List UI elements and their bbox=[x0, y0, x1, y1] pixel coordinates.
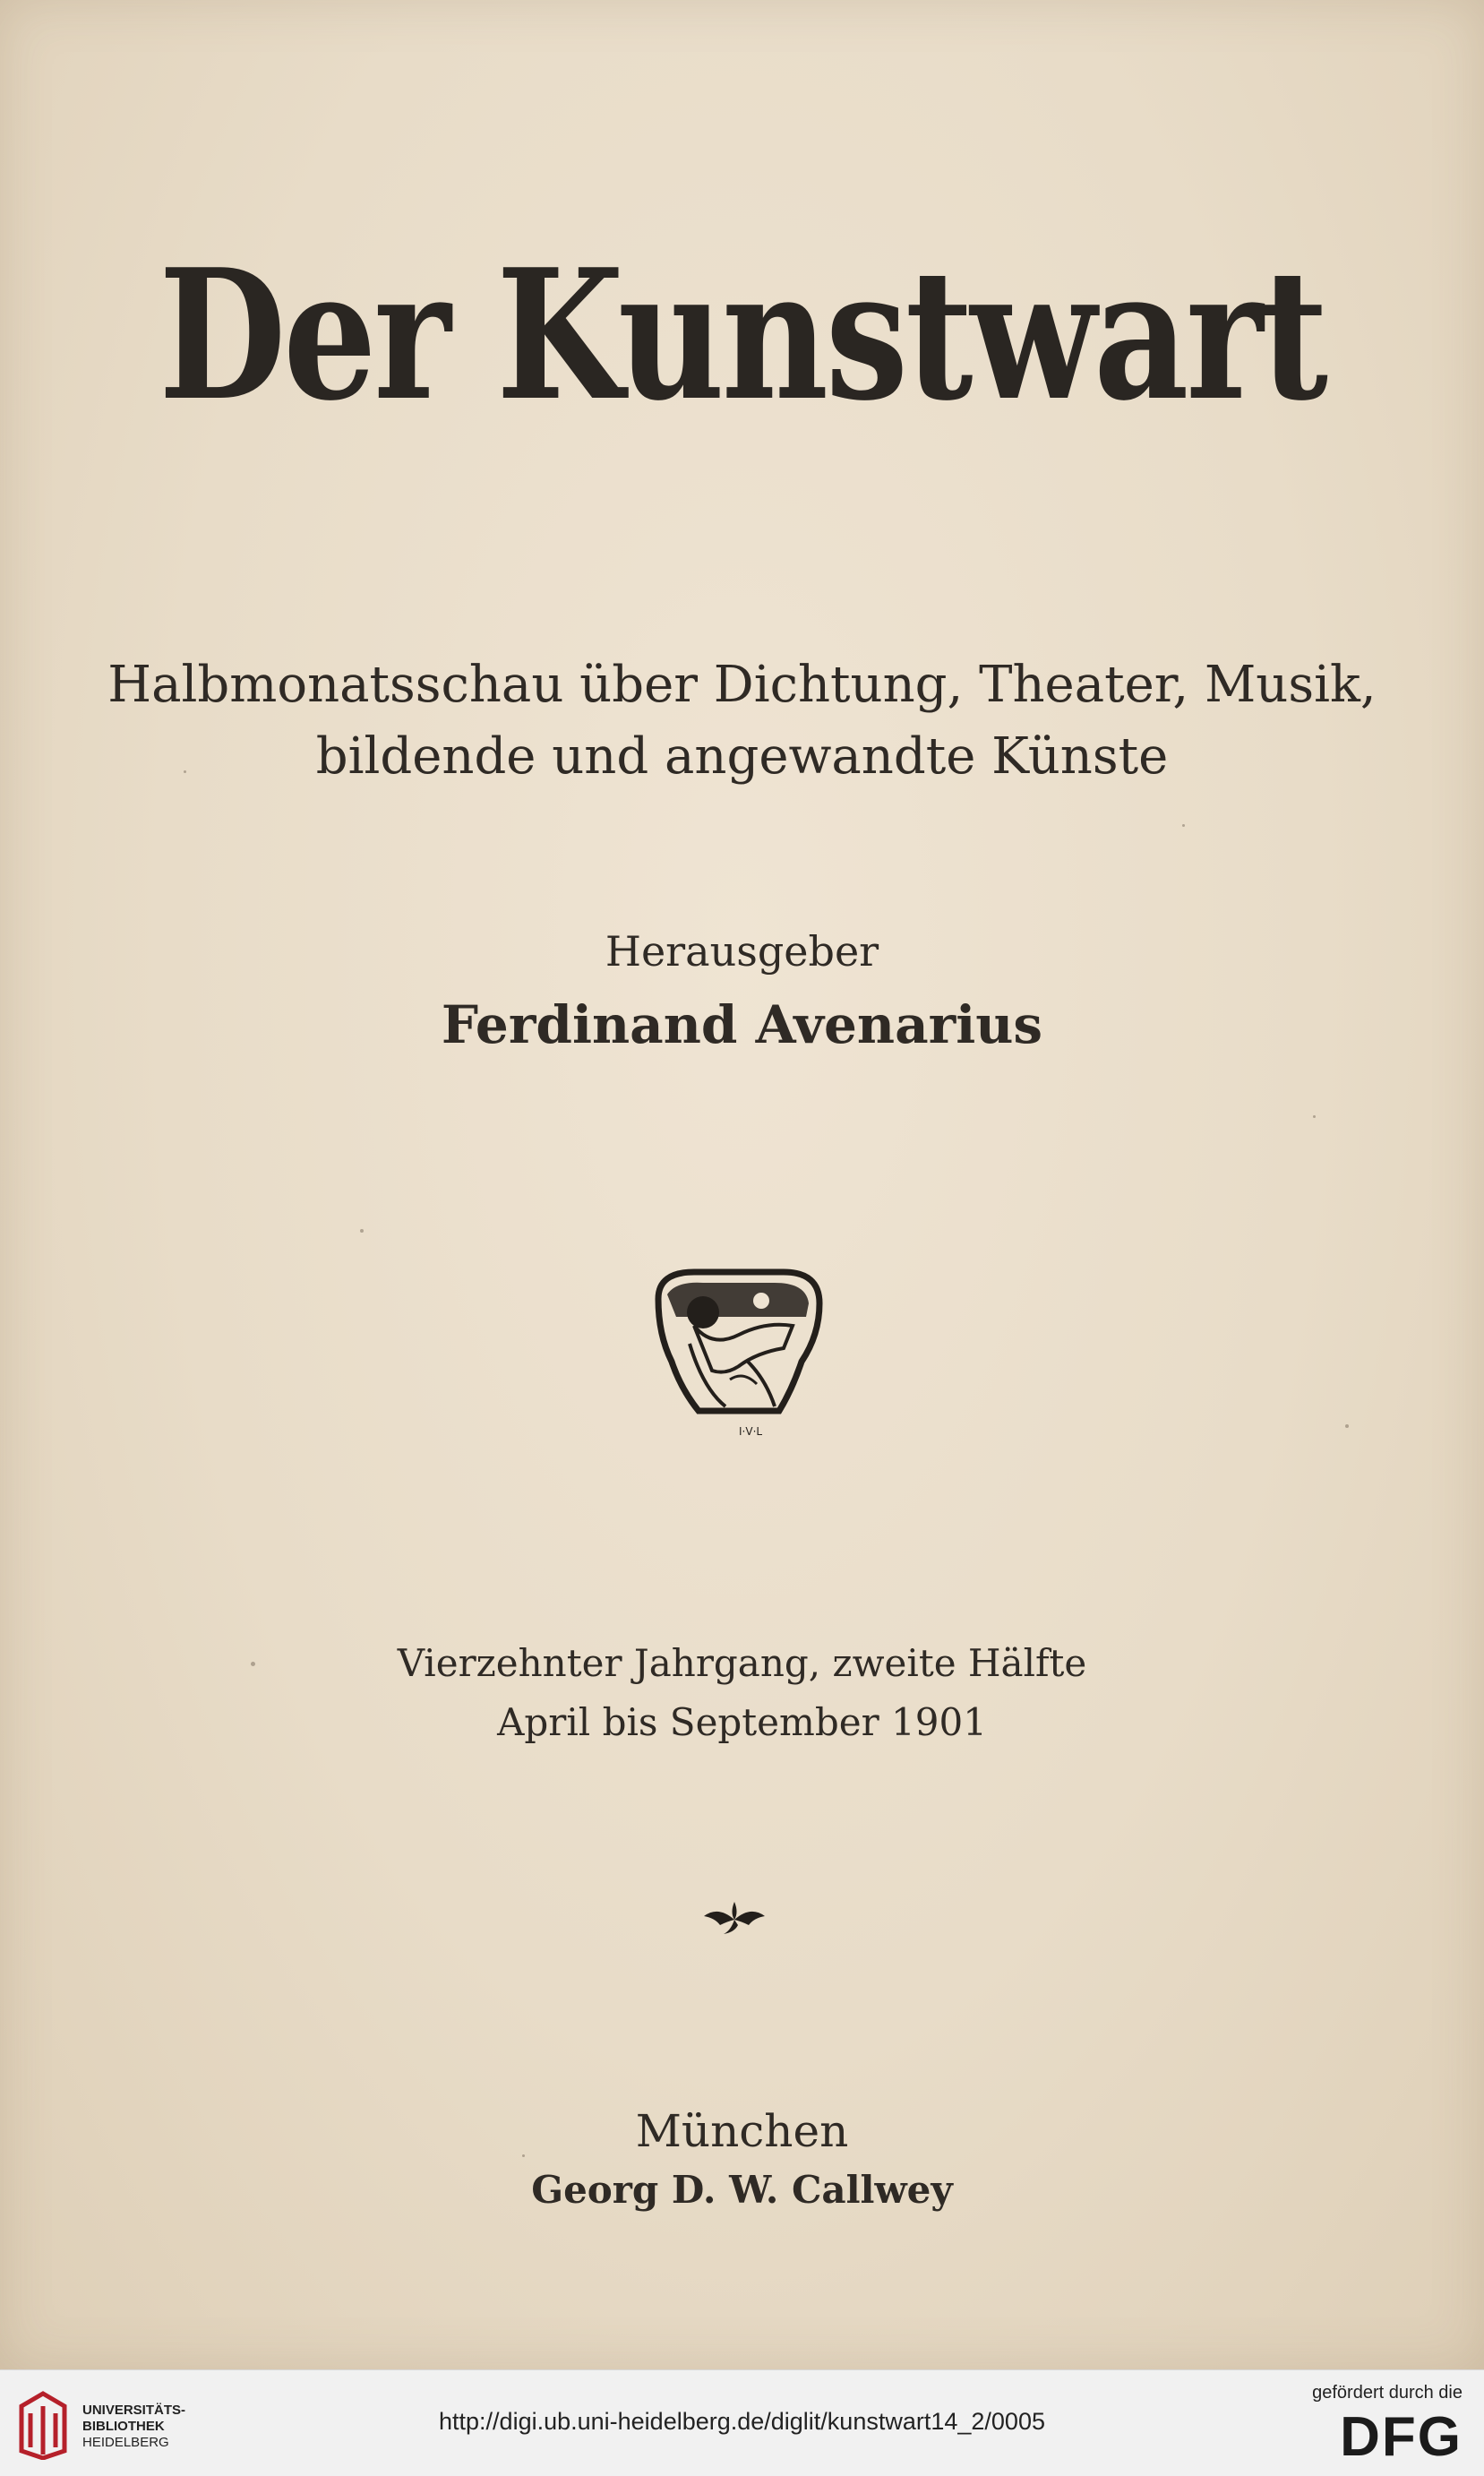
paper-speck bbox=[1182, 824, 1185, 827]
dfg-logo[interactable]: DFG bbox=[1340, 2406, 1463, 2468]
editor-label: Herausgeber bbox=[605, 927, 879, 976]
subtitle-line-1: Halbmonatsschau über Dichtung, Theater, Musik, bbox=[107, 656, 1377, 714]
paper-speck bbox=[1345, 1424, 1349, 1428]
publisher-line: Georg D. W. Callwey bbox=[531, 2168, 953, 2212]
editor-name: Ferdinand Avenarius bbox=[441, 994, 1043, 1055]
viewer-footer bbox=[0, 2369, 1484, 2476]
library-name-line-1: UNIVERSITÄTS- bbox=[82, 2403, 186, 2418]
publisher-emblem-icon bbox=[640, 1263, 833, 1442]
subtitle-line-2: bildende und angewandte Künste bbox=[315, 727, 1169, 786]
library-name-line-3: HEIDELBERG bbox=[82, 2435, 169, 2450]
fleuron-ornament-icon bbox=[699, 1895, 770, 1939]
paper-speck bbox=[1313, 1115, 1316, 1118]
svg-text:I·V·L: I·V·L bbox=[739, 1425, 763, 1438]
period-line: April bis September 1901 bbox=[497, 1700, 987, 1744]
city-line: München bbox=[635, 2105, 849, 2157]
page-title: Der Kunstwart bbox=[159, 230, 1325, 441]
library-name-line-2: BIBLIOTHEK bbox=[82, 2419, 165, 2434]
paper-speck bbox=[360, 1229, 364, 1233]
document-url-link[interactable]: http://digi.ub.uni-heidelberg.de/diglit/kunstwart14_2/0005 bbox=[439, 2408, 1045, 2435]
sponsor-label: gefördert durch die bbox=[1312, 2383, 1463, 2403]
volume-line: Vierzehnter Jahrgang, zweite Hälfte bbox=[397, 1641, 1087, 1685]
